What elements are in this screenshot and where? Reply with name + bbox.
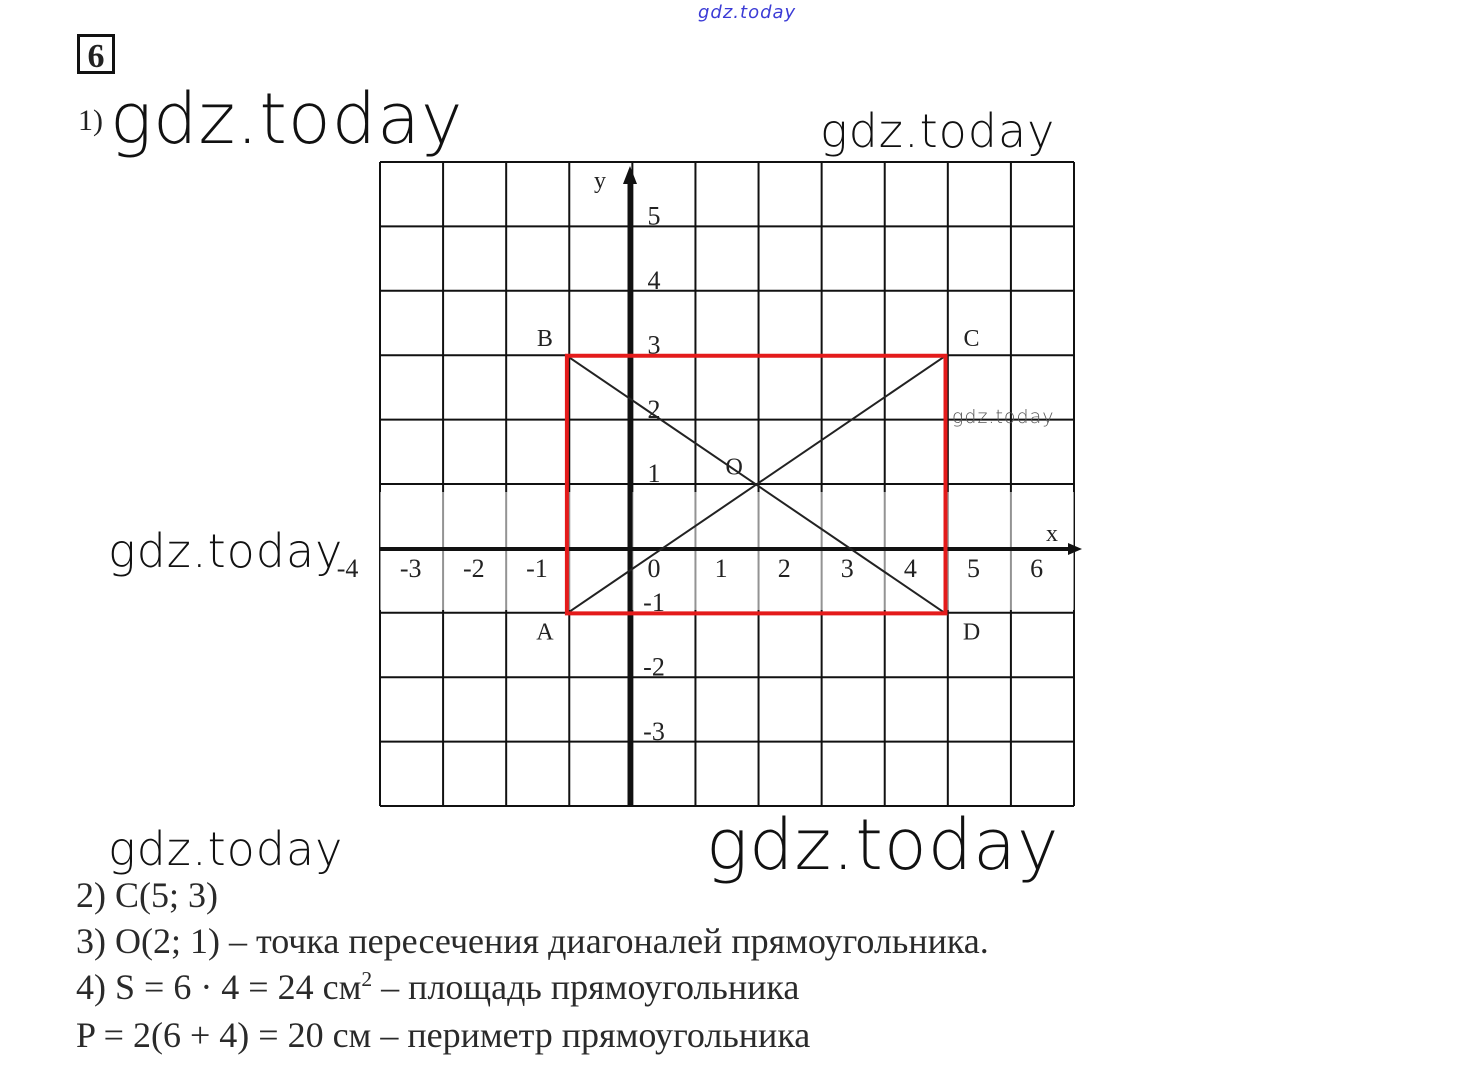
x-tick-label: -1 — [526, 554, 548, 583]
grid-lines — [380, 162, 1074, 806]
watermark-top-right: gdz.today — [820, 104, 1056, 158]
x-axis-label: x — [1046, 521, 1058, 547]
answer-line-2: 2) C(5; 3) — [76, 875, 218, 915]
x-tick-label: 4 — [903, 554, 917, 583]
watermark-large-top-left: gdz.today — [110, 78, 464, 160]
point-label-b: B — [536, 325, 553, 352]
y-tick-label: 5 — [647, 201, 661, 231]
x-tick-label: 5 — [967, 554, 980, 583]
x-tick-label: 3 — [840, 554, 854, 583]
x-tick-label: 0 — [647, 554, 661, 583]
tick-labels — [337, 168, 1058, 746]
x-tick-label: -2 — [462, 554, 485, 583]
answer-line-3: 3) O(2; 1) – точка пересечения диагоналей прямоугольника. — [76, 921, 989, 961]
y-tick-label: 2 — [647, 394, 661, 424]
y-axis-label: y — [594, 168, 606, 194]
point-label-c: C — [963, 325, 980, 352]
y-tick-label: -2 — [643, 652, 665, 682]
watermark-left-middle: gdz.today — [108, 524, 344, 578]
area-unit-power: 2 — [361, 967, 373, 991]
watermark-small-graph: gdz.today — [952, 406, 1055, 428]
y-tick-label: 3 — [647, 330, 661, 360]
task-number: 6 — [77, 34, 115, 74]
answer-line-5: P = 2(6 + 4) = 20 см – периметр прямоугольника — [76, 1015, 811, 1055]
answer-line-4 — [76, 966, 799, 1008]
x-tick-label: 6 — [1030, 554, 1044, 583]
watermark-top: gdz.today — [698, 2, 797, 23]
x-tick-label: -4 — [336, 554, 359, 583]
watermark-large-bottom-right: gdz.today — [706, 804, 1060, 886]
point-label-a: A — [536, 619, 554, 646]
point-label-d: D — [962, 619, 981, 646]
x-tick-label: 2 — [777, 554, 791, 583]
x-tick-label: 1 — [714, 554, 728, 583]
y-tick-label: -3 — [643, 716, 665, 746]
area-formula: 4) S = 6 · 4 = 24 см — [76, 967, 362, 1007]
part-label: 1) — [78, 104, 103, 137]
axes — [380, 166, 1082, 806]
area-description: – площадь прямоугольника — [372, 967, 800, 1007]
x-tick-label: -3 — [399, 554, 422, 583]
y-tick-label: 4 — [647, 266, 661, 295]
point-label-o: O — [725, 454, 743, 481]
y-tick-label: 1 — [647, 459, 661, 489]
watermark-bottom-left: gdz.today — [108, 822, 344, 876]
y-axis-arrow — [623, 166, 637, 184]
y-tick-label: -1 — [643, 588, 665, 617]
